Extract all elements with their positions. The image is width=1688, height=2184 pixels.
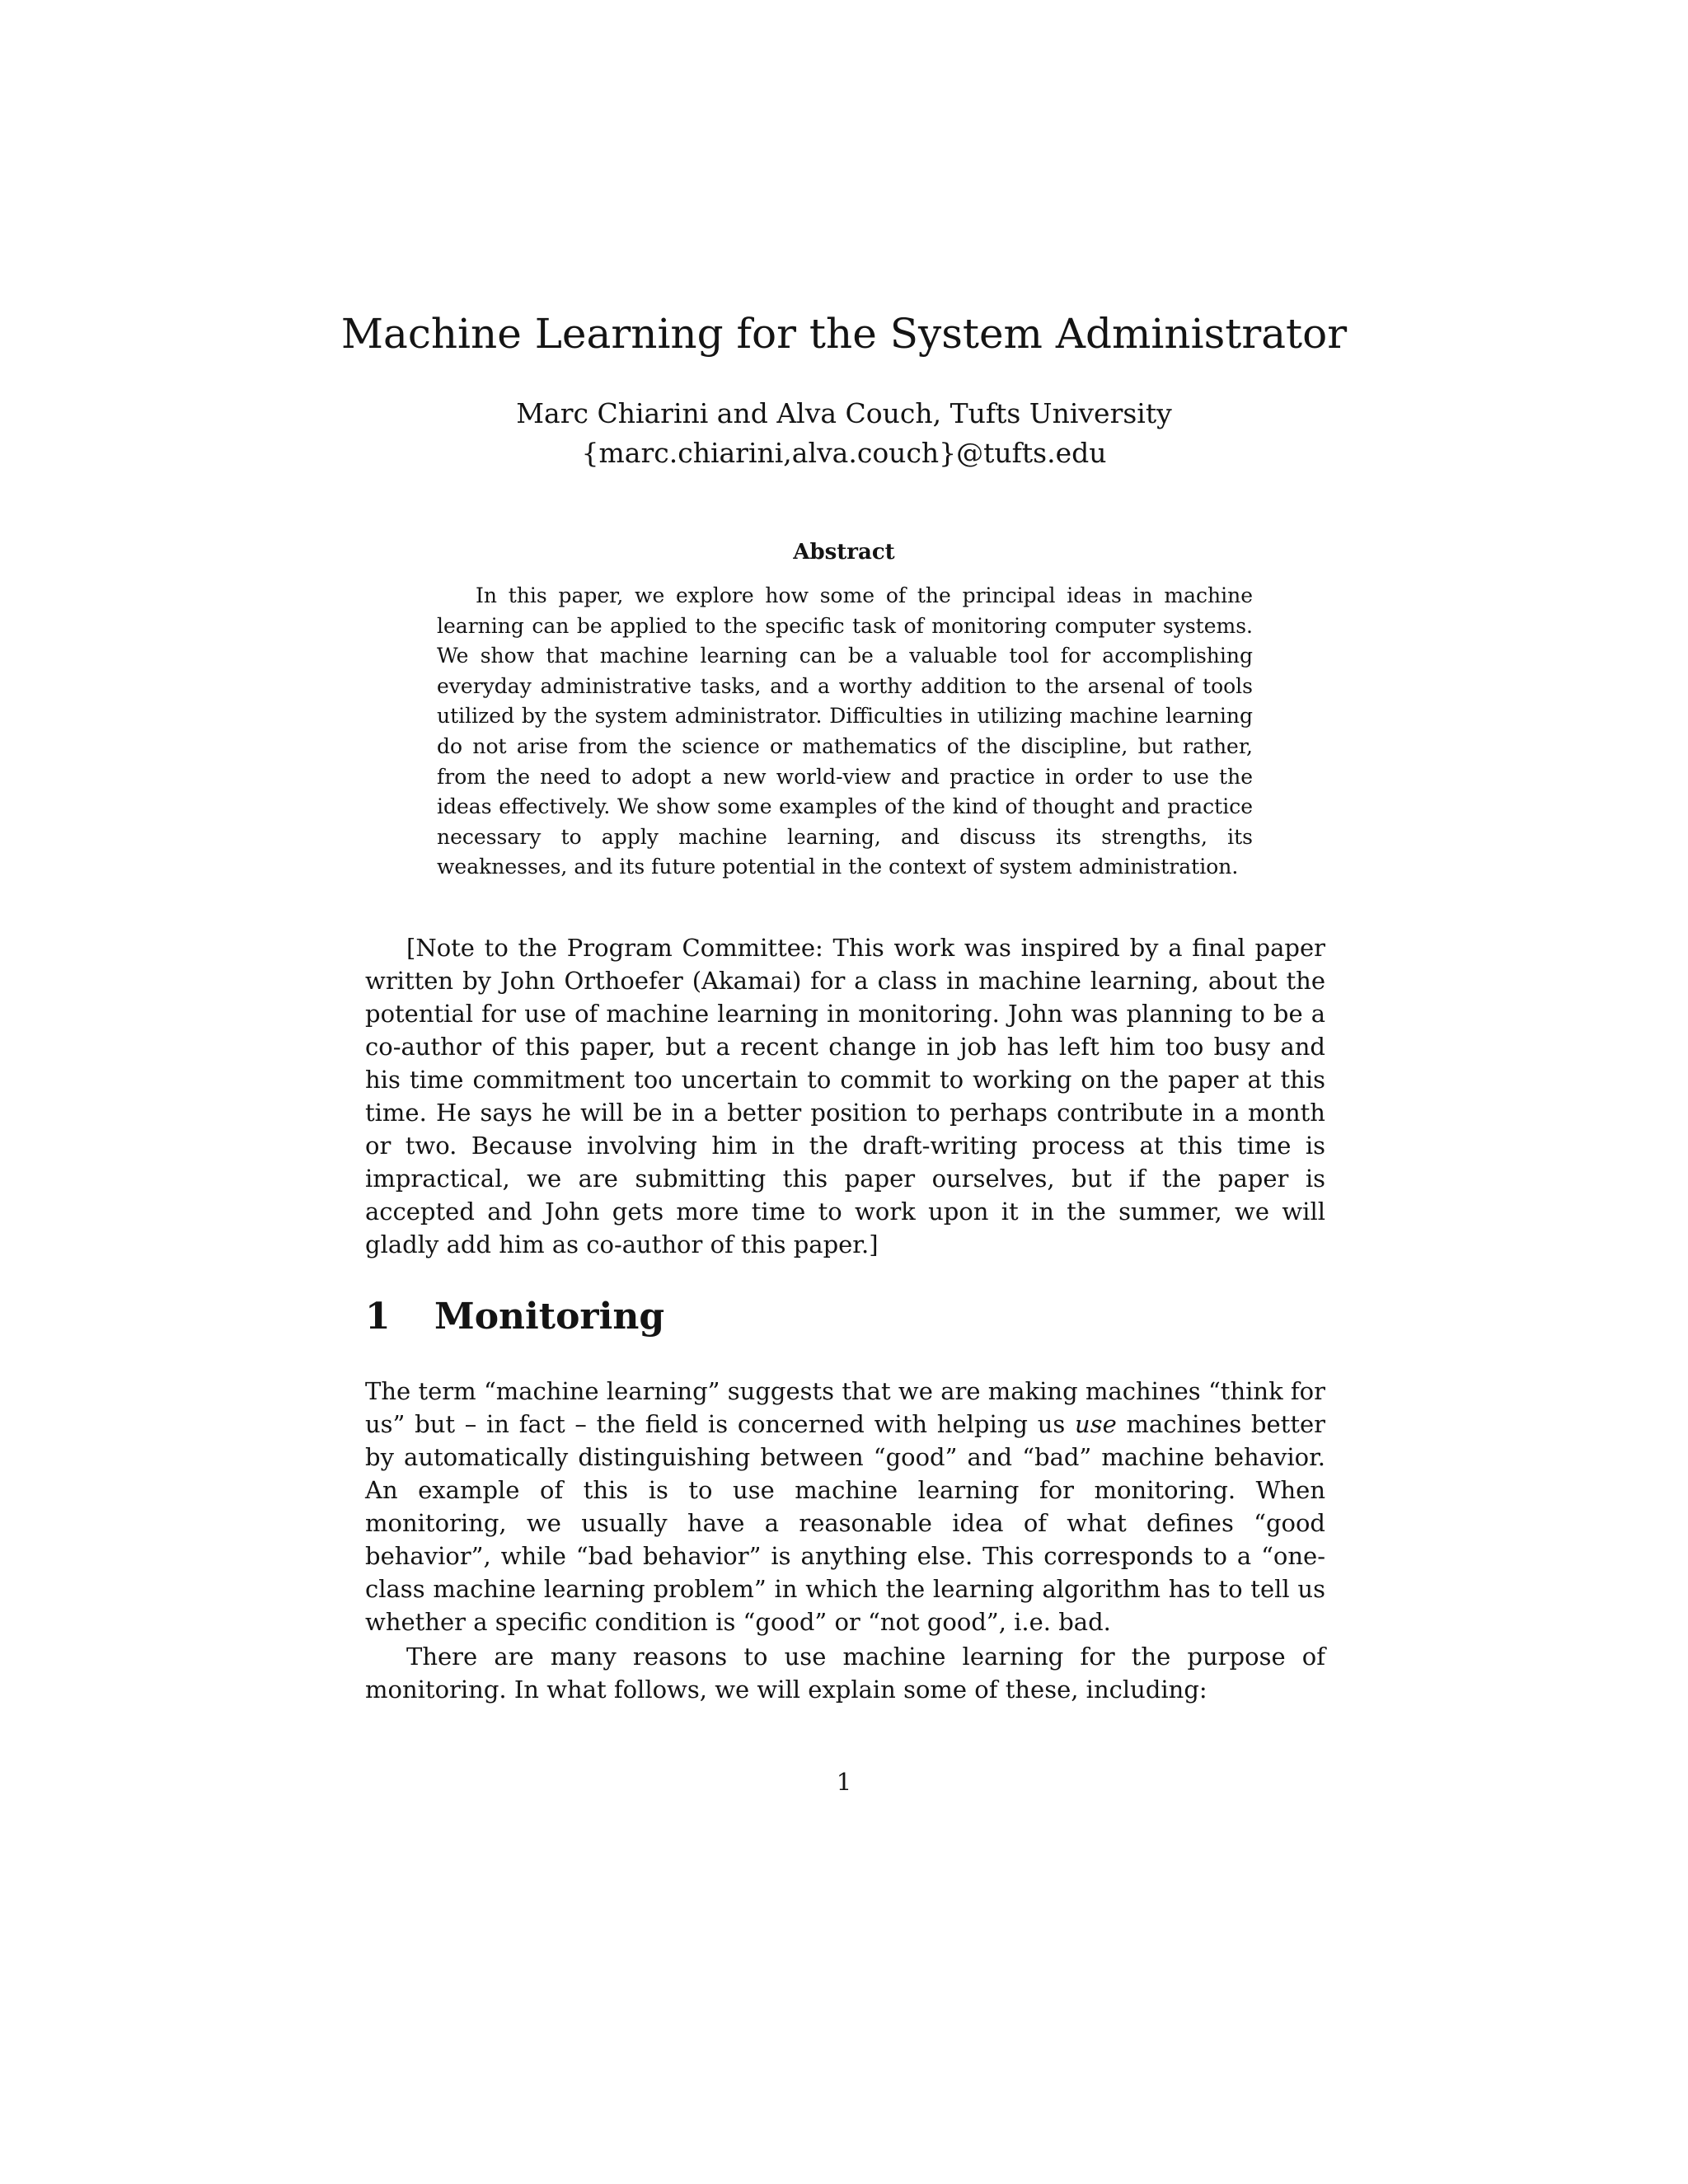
body-paragraph <box>365 1375 1325 1638</box>
email-line: {marc.chiarini,alva.couch}@tufts.edu <box>581 437 1107 469</box>
abstract-heading: Abstract <box>793 540 895 565</box>
section-number: 1 <box>365 1296 391 1338</box>
emphasized-word: use <box>1075 1410 1117 1438</box>
program-committee-note: [Note to the Program Committee: This work was inspired by a final paper written by John Orthoefer (Akamai) for a class in machine learning, about the potential for use of machine learning in monitoring. John was planning to be a co-author of this paper, but a recent change in job has left him too busy and his time commitment too uncertain to commit to working on the paper at this time. He says he will be in a better position to perhaps contribute in a month or two. Because involving him in the draft-writing process at this time is impractical, we are submitting this paper ourselves, but if the paper is accepted and John gets more time to work upon it in the summer, we will gladly add him as co-author of this paper.] <box>365 934 1325 1258</box>
page-number: 1 <box>836 1768 852 1796</box>
body-text: machines better by automatically distinguishing between “good” and “bad” machine behavior. An example of this is to use machine learning for monitoring. When monitoring, we usually have a reasonable idea of what defines “good behavior”, while “bad behavior” is anything else. This corresponds to a “one-class machine learning problem” in which the learning algorithm has to tell us whether a specific condition is “good” or “not good”, i.e. bad. <box>365 1410 1325 1636</box>
abstract-text: In this paper, we explore how some of the principal ideas in machine learning can be applied to the specific task of monitoring computer systems. We show that machine learning can be a valuable tool for accomplishing everyday administrative tasks, and a worthy addition to the arsenal of tools utilized by the system administrator. Difficulties in utilizing machine learning do not arise from the science or mathematics of the discipline, but rather, from the need to adopt a new world-view and practice in order to use the ideas effectively. We show some examples of the kind of thought and practice necessary to apply machine learning, and discuss its strengths, its weaknesses, and its future potential in the context of system administration. <box>437 583 1253 879</box>
body-paragraph: There are many reasons to use machine learning for the purpose of monitoring. In what follows, we will explain some of these, including: <box>365 1643 1325 1704</box>
author-block <box>0 394 1688 473</box>
section-heading <box>365 1292 664 1342</box>
authors-line: Marc Chiarini and Alva Couch, Tufts University <box>516 397 1172 429</box>
section-title: Monitoring <box>434 1296 665 1338</box>
paper-title: Machine Learning for the System Administrator <box>340 310 1348 358</box>
body-text: The term “machine learning” suggests that we are making machines “think for us” but – in fact – the field is concerned with helping us <box>365 1377 1325 1438</box>
